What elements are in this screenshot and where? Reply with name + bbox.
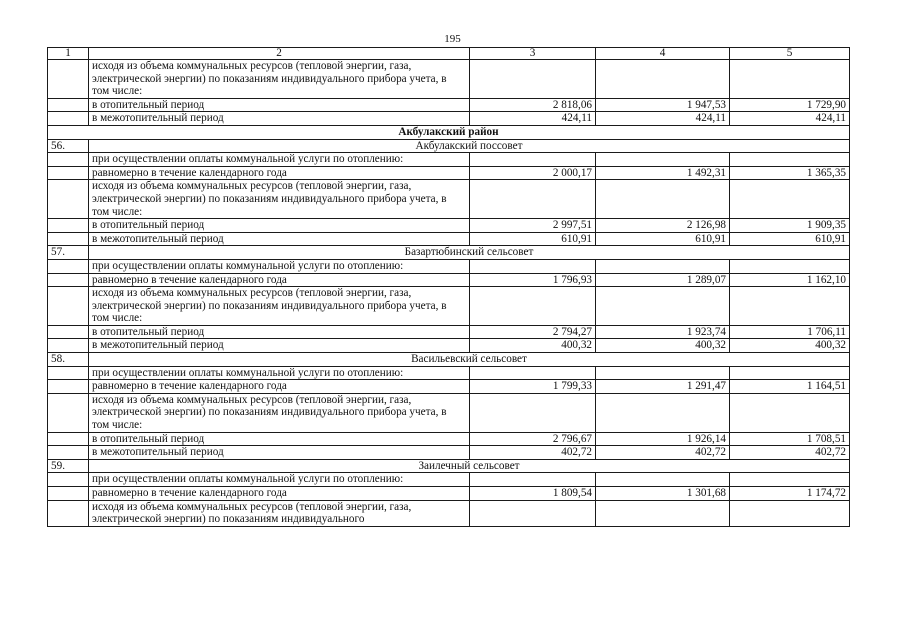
row-number-cell <box>48 380 89 394</box>
row-number-cell <box>48 500 89 526</box>
column-number: 3 <box>470 48 596 60</box>
value-col-5: 424,11 <box>730 112 850 126</box>
column-number: 5 <box>730 48 850 60</box>
settlement-row <box>48 353 850 367</box>
row-number-cell <box>48 446 89 460</box>
table-row <box>48 153 850 167</box>
row-label: при осуществлении оплаты коммунальной услуги по отоплению: <box>89 153 470 167</box>
row-label: в отопительный период <box>89 219 470 233</box>
table-row <box>48 339 850 353</box>
table-row <box>48 446 850 460</box>
table-row <box>48 393 850 432</box>
settlement-name: Акбулакский поссовет <box>89 139 850 153</box>
value-col-3: 2 796,67 <box>470 432 596 446</box>
row-label: при осуществлении оплаты коммунальной услуги по отоплению: <box>89 259 470 273</box>
value-col-4: 1 947,53 <box>596 98 730 112</box>
value-cell <box>470 393 596 432</box>
value-cell <box>596 473 730 487</box>
row-number-cell <box>48 232 89 246</box>
value-cell <box>470 153 596 167</box>
row-number-cell <box>48 219 89 233</box>
row-number-cell <box>48 432 89 446</box>
settlement-row <box>48 246 850 260</box>
table-row <box>48 112 850 126</box>
value-cell <box>596 287 730 326</box>
value-cell <box>596 500 730 526</box>
value-cell <box>596 366 730 380</box>
row-label: исходя из объема коммунальных ресурсов (тепловой энергии, газа, электрической энергии) по показаниям индивидуального прибора учета, в том числе: <box>89 60 470 99</box>
row-number-cell <box>48 487 89 501</box>
value-col-4: 1 289,07 <box>596 273 730 287</box>
value-col-5: 1 729,90 <box>730 98 850 112</box>
row-label: исходя из объема коммунальных ресурсов (тепловой энергии, газа, электрической энергии) по показаниям индивидуального прибора учета, в том числе: <box>89 287 470 326</box>
value-col-3: 1 799,33 <box>470 380 596 394</box>
row-number-cell <box>48 325 89 339</box>
table-row <box>48 325 850 339</box>
row-number-cell <box>48 366 89 380</box>
row-label: при осуществлении оплаты коммунальной услуги по отоплению: <box>89 366 470 380</box>
row-number-cell <box>48 473 89 487</box>
value-col-4: 1 301,68 <box>596 487 730 501</box>
value-col-5: 1 706,11 <box>730 325 850 339</box>
column-number: 4 <box>596 48 730 60</box>
value-col-4: 1 291,47 <box>596 380 730 394</box>
row-number-cell <box>48 339 89 353</box>
row-number-cell <box>48 166 89 180</box>
row-number-cell <box>48 112 89 126</box>
row-number-cell <box>48 60 89 99</box>
value-col-5: 1 164,51 <box>730 380 850 394</box>
table-row <box>48 166 850 180</box>
value-col-5: 1 174,72 <box>730 487 850 501</box>
table-row <box>48 432 850 446</box>
table-row <box>48 500 850 526</box>
value-col-3: 1 809,54 <box>470 487 596 501</box>
table-row <box>48 273 850 287</box>
table-row <box>48 487 850 501</box>
row-label: исходя из объема коммунальных ресурсов (тепловой энергии, газа, электрической энергии) по показаниям индивидуального <box>89 500 470 526</box>
value-cell <box>470 60 596 99</box>
row-label: в межотопительный период <box>89 112 470 126</box>
column-number: 1 <box>48 48 89 60</box>
value-cell <box>730 500 850 526</box>
value-col-5: 1 365,35 <box>730 166 850 180</box>
value-cell <box>596 393 730 432</box>
column-number-row <box>48 48 850 60</box>
row-number-cell <box>48 98 89 112</box>
row-number-cell <box>48 287 89 326</box>
value-cell <box>730 287 850 326</box>
row-number-cell <box>48 180 89 219</box>
table-row <box>48 366 850 380</box>
page-number: 195 <box>444 33 461 45</box>
row-label: в отопительный период <box>89 325 470 339</box>
value-col-4: 400,32 <box>596 339 730 353</box>
row-number-cell <box>48 259 89 273</box>
district-name: Акбулакский район <box>48 125 850 139</box>
value-col-3: 610,91 <box>470 232 596 246</box>
value-col-4: 610,91 <box>596 232 730 246</box>
value-col-3: 400,32 <box>470 339 596 353</box>
value-col-4: 1 492,31 <box>596 166 730 180</box>
table-row <box>48 219 850 233</box>
row-number-cell <box>48 273 89 287</box>
row-label: исходя из объема коммунальных ресурсов (тепловой энергии, газа, электрической энергии) по показаниям индивидуального прибора учета, в том числе: <box>89 180 470 219</box>
row-label: в отопительный период <box>89 432 470 446</box>
value-cell <box>470 287 596 326</box>
value-col-4: 424,11 <box>596 112 730 126</box>
value-cell <box>730 473 850 487</box>
tariff-table <box>47 47 850 527</box>
settlement-number: 58. <box>48 353 89 367</box>
settlement-name: Заилечный сельсовет <box>89 459 850 473</box>
settlement-row <box>48 459 850 473</box>
value-cell <box>730 259 850 273</box>
value-col-4: 2 126,98 <box>596 219 730 233</box>
row-number-cell <box>48 153 89 167</box>
value-col-5: 402,72 <box>730 446 850 460</box>
table-row <box>48 98 850 112</box>
value-col-3: 2 997,51 <box>470 219 596 233</box>
row-number-cell <box>48 393 89 432</box>
value-col-3: 1 796,93 <box>470 273 596 287</box>
settlement-number: 56. <box>48 139 89 153</box>
value-col-3: 424,11 <box>470 112 596 126</box>
row-label: в межотопительный период <box>89 446 470 460</box>
settlement-number: 57. <box>48 246 89 260</box>
value-cell <box>470 473 596 487</box>
value-cell <box>596 259 730 273</box>
table-row <box>48 380 850 394</box>
district-header-row <box>48 125 850 139</box>
value-cell <box>730 180 850 219</box>
table-row <box>48 287 850 326</box>
table-row <box>48 232 850 246</box>
value-cell <box>596 153 730 167</box>
row-label: равномерно в течение календарного года <box>89 166 470 180</box>
value-cell <box>730 366 850 380</box>
row-label: в межотопительный период <box>89 232 470 246</box>
value-col-3: 402,72 <box>470 446 596 460</box>
settlement-number: 59. <box>48 459 89 473</box>
table-row <box>48 473 850 487</box>
value-col-5: 1 162,10 <box>730 273 850 287</box>
value-cell <box>730 153 850 167</box>
value-cell <box>470 366 596 380</box>
value-col-5: 1 909,35 <box>730 219 850 233</box>
value-cell <box>730 393 850 432</box>
row-label: равномерно в течение календарного года <box>89 487 470 501</box>
table-row <box>48 60 850 99</box>
value-col-4: 1 926,14 <box>596 432 730 446</box>
value-col-3: 2 000,17 <box>470 166 596 180</box>
table-body <box>48 48 850 527</box>
table-row <box>48 259 850 273</box>
value-col-4: 402,72 <box>596 446 730 460</box>
value-cell <box>730 60 850 99</box>
row-label: в межотопительный период <box>89 339 470 353</box>
row-label: равномерно в течение календарного года <box>89 273 470 287</box>
value-cell <box>470 259 596 273</box>
value-col-5: 400,32 <box>730 339 850 353</box>
settlement-name: Базартюбинский сельсовет <box>89 246 850 260</box>
value-col-5: 610,91 <box>730 232 850 246</box>
value-cell <box>470 180 596 219</box>
row-label: при осуществлении оплаты коммунальной услуги по отоплению: <box>89 473 470 487</box>
value-cell <box>596 180 730 219</box>
value-col-4: 1 923,74 <box>596 325 730 339</box>
row-label: равномерно в течение календарного года <box>89 380 470 394</box>
settlement-name: Васильевский сельсовет <box>89 353 850 367</box>
value-col-3: 2 794,27 <box>470 325 596 339</box>
column-number: 2 <box>89 48 470 60</box>
value-cell <box>470 500 596 526</box>
row-label: исходя из объема коммунальных ресурсов (тепловой энергии, газа, электрической энергии) по показаниям индивидуального прибора учета, в том числе: <box>89 393 470 432</box>
value-cell <box>596 60 730 99</box>
value-col-3: 2 818,06 <box>470 98 596 112</box>
row-label: в отопительный период <box>89 98 470 112</box>
table-row <box>48 180 850 219</box>
value-col-5: 1 708,51 <box>730 432 850 446</box>
settlement-row <box>48 139 850 153</box>
